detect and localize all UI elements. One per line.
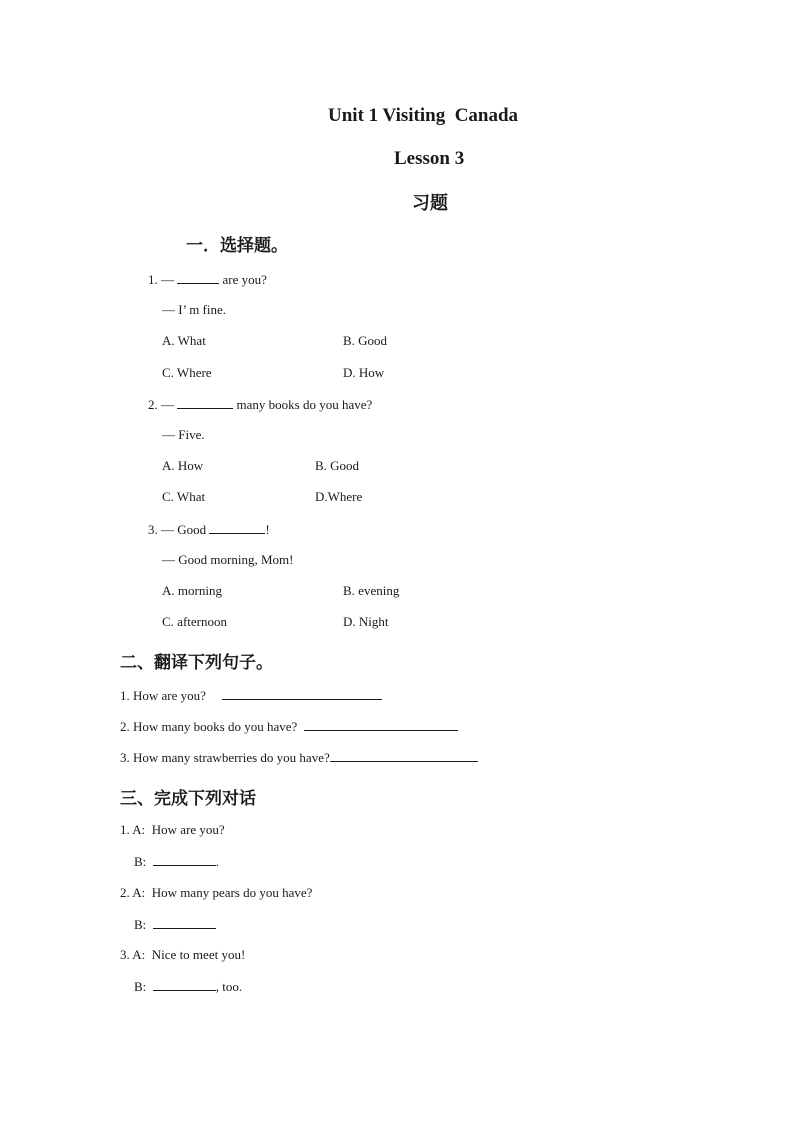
- q2-prompt: 2. — many books do you have?: [148, 397, 373, 412]
- translate-2-blank[interactable]: [304, 718, 458, 731]
- q1-prompt: 1. — are you?: [148, 272, 267, 287]
- q3-option-a: A. morning: [162, 583, 222, 598]
- translate-3: 3. How many strawberries do you have?: [120, 749, 478, 766]
- q2-blank[interactable]: [177, 396, 233, 409]
- q2-answer: — Five.: [162, 427, 205, 442]
- lesson-title: Lesson 3: [394, 148, 465, 169]
- q1-option-b: B. Good: [343, 333, 388, 348]
- unit-title: Unit 1 Visiting Canada: [328, 105, 519, 126]
- translate-1: 1. How are you?: [120, 687, 382, 704]
- q2-option-c: C. What: [162, 489, 206, 504]
- q3-option-d: D. Night: [343, 614, 389, 629]
- q3-option-c: C. afternoon: [162, 614, 227, 629]
- q2-option-d: D.Where: [315, 489, 363, 504]
- q3-prompt: 3. — Good !: [148, 522, 270, 537]
- q1-option-c: C. Where: [162, 365, 212, 380]
- q3-blank[interactable]: [209, 521, 265, 534]
- dialogue-3-b: B: , too.: [134, 979, 243, 994]
- exercises-title: 习题: [412, 193, 448, 214]
- dialogue-2-blank[interactable]: [153, 916, 216, 929]
- q2-option-b: B. Good: [315, 458, 360, 473]
- q3-answer: — Good morning, Mom!: [162, 552, 294, 567]
- q2-option-a: A. How: [162, 458, 204, 473]
- translate-2: 2. How many books do you have?: [120, 718, 458, 735]
- dialogue-1-a: 1. A: How are you?: [120, 822, 225, 837]
- dialogue-2-a: 2. A: How many pears do you have?: [120, 885, 313, 900]
- q1-blank[interactable]: [177, 271, 219, 284]
- translate-1-blank[interactable]: [222, 687, 382, 700]
- dialogue-3-blank[interactable]: [153, 978, 216, 991]
- dialogue-2-b: B:: [134, 916, 216, 933]
- section2-heading: 二、翻译下列句子。: [120, 653, 273, 673]
- q1-option-a: A. What: [162, 333, 206, 348]
- dialogue-3-a: 3. A: Nice to meet you!: [120, 947, 246, 962]
- q1-option-d: D. How: [343, 365, 385, 380]
- q3-option-b: B. evening: [343, 583, 400, 598]
- translate-3-blank[interactable]: [330, 749, 478, 762]
- section3-heading: 三、完成下列对话: [120, 789, 256, 809]
- dialogue-1-b: B: .: [134, 854, 220, 869]
- q1-answer: — I’ m fine.: [162, 302, 227, 317]
- section1-heading: 一．选择题。: [186, 236, 288, 256]
- dialogue-1-blank[interactable]: [153, 853, 216, 866]
